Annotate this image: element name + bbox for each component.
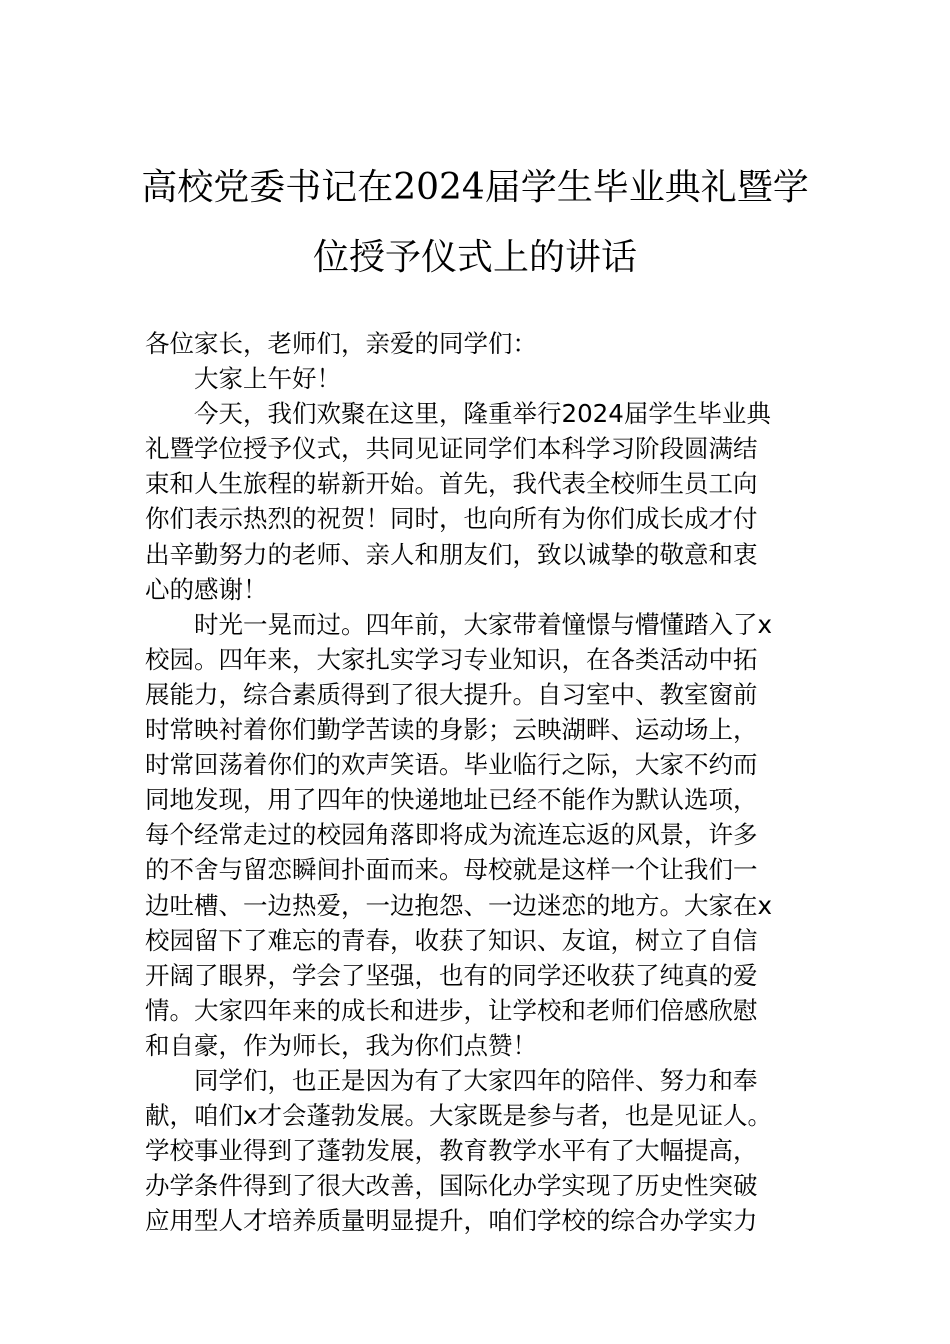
text-line: 大家上午好！ bbox=[194, 364, 341, 394]
text-line: 束和人生旅程的崭新开始。首先，我代表全校师生员工向 bbox=[145, 469, 758, 499]
text-line: 礼暨学位授予仪式，共同见证同学们本科学习阶段圆满结 bbox=[145, 434, 758, 464]
text-line: 的不舍与留恋瞬间扑面而来。母校就是这样一个让我们一 bbox=[145, 855, 758, 885]
document-title-line-2: 位授予仪式上的讲话 bbox=[312, 237, 637, 278]
text-line: 办学条件得到了很大改善，国际化办学实现了历史性突破 bbox=[145, 1171, 758, 1201]
text-line: 校园。四年来，大家扎实学习专业知识，在各类活动中拓 bbox=[145, 644, 758, 674]
text-line: 开阔了眼界，学会了坚强，也有的同学还收获了纯真的爱 bbox=[145, 960, 758, 990]
text-line: 应用型人才培养质量明显提升，咱们学校的综合办学实力 bbox=[145, 1206, 758, 1236]
text-line: 和自豪，作为师长，我为你们点赞！ bbox=[145, 1030, 537, 1060]
text-line: 时光一晃而过。四年前，大家带着憧憬与懵懂踏入了x bbox=[194, 609, 772, 639]
text-line: 展能力，综合素质得到了很大提升。自习室中、教室窗前 bbox=[145, 679, 758, 709]
text-line: 校园留下了难忘的青春，收获了知识、友谊，树立了自信 bbox=[145, 925, 758, 955]
text-line: 情。大家四年来的成长和进步，让学校和老师们倍感欣慰 bbox=[145, 995, 758, 1025]
text-line: 时常回荡着你们的欢声笑语。毕业临行之际，大家不约而 bbox=[145, 750, 758, 780]
text-line: 出辛勤努力的老师、亲人和朋友们，致以诚挚的敬意和衷 bbox=[145, 539, 758, 569]
document-title-line-1: 高校党委书记在2024届学生毕业典礼暨学 bbox=[141, 167, 809, 208]
text-line: 每个经常走过的校园角落即将成为流连忘返的风景，许多 bbox=[145, 820, 758, 850]
text-line: 献，咱们x才会蓬勃发展。大家既是参与者，也是见证人。 bbox=[145, 1101, 772, 1131]
text-line: 同地发现，用了四年的快递地址已经不能作为默认选项， bbox=[145, 785, 758, 815]
text-line: 学校事业得到了蓬勃发展，教育教学水平有了大幅提高， bbox=[145, 1136, 758, 1166]
text-line: 同学们，也正是因为有了大家四年的陪伴、努力和奉 bbox=[194, 1065, 758, 1095]
text-line: 你们表示热烈的祝贺！同时，也向所有为你们成长成才付 bbox=[145, 504, 758, 534]
speech-body bbox=[145, 326, 815, 1238]
salutation: 各位家长，老师们，亲爱的同学们： bbox=[145, 329, 537, 358]
text-line: 心的感谢！ bbox=[145, 574, 268, 604]
text-line: 今天，我们欢聚在这里，隆重举行2024届学生毕业典 bbox=[194, 399, 771, 429]
text-line: 边吐槽、一边热爱，一边抱怨、一边迷恋的地方。大家在x bbox=[145, 890, 772, 920]
text-line: 时常映衬着你们勤学苦读的身影；云映湖畔、运动场上， bbox=[145, 715, 758, 745]
